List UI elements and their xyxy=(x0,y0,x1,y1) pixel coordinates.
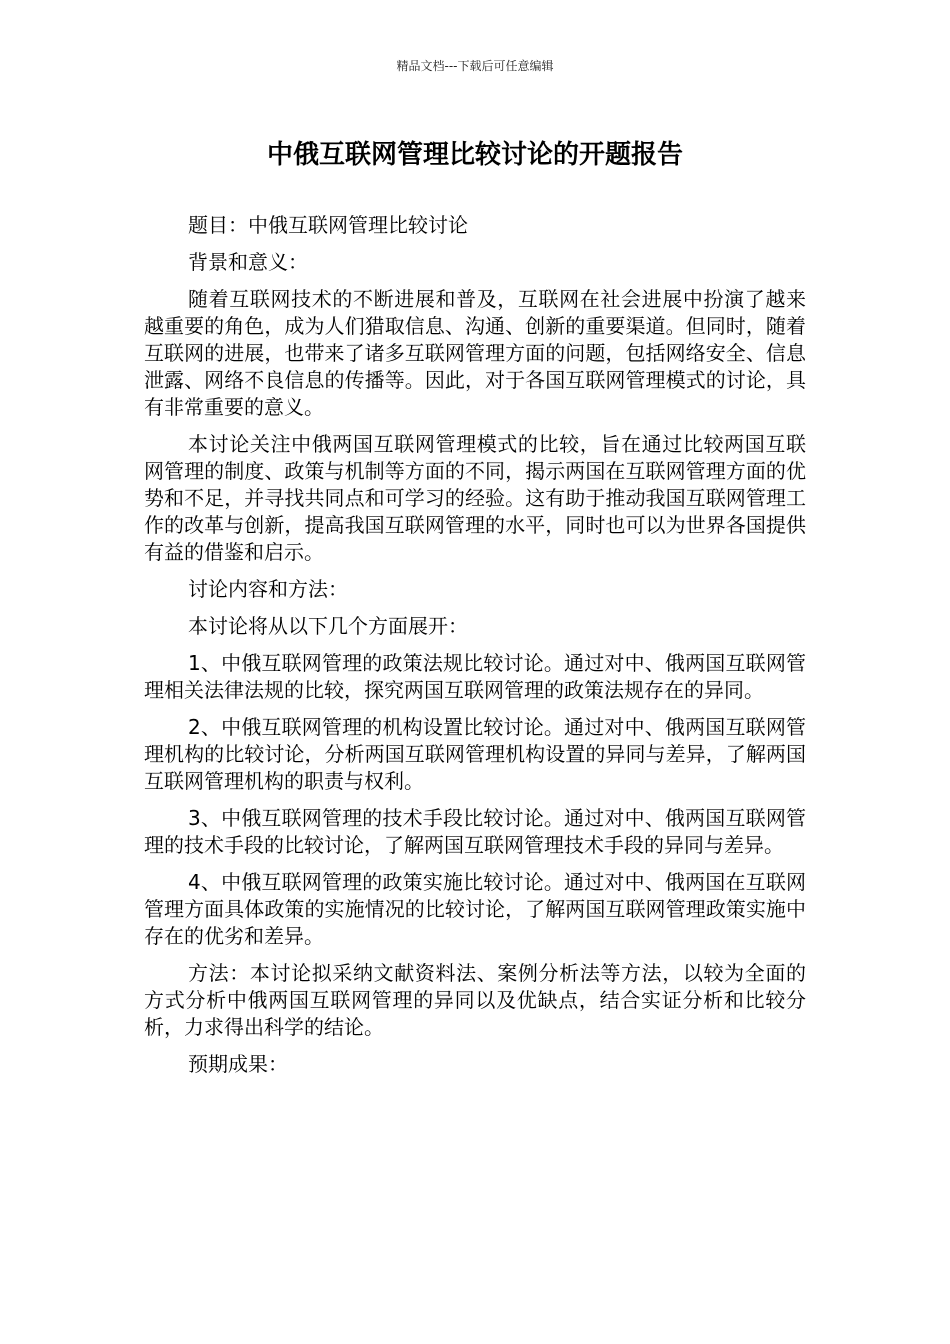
document-title: 中俄互联网管理比较讨论的开题报告 xyxy=(266,140,683,170)
method-paragraph: 方法：本讨论拟采纳文献资料法、案例分析法等方法，以较为全面的方式分析中俄两国互联网管理的异同以及优缺点，结合实证分析和比较分析，力求得出科学的结论。 xyxy=(144,961,806,1039)
list-item-4: 4、中俄互联网管理的政策实施比较讨论。通过对中、俄两国在互联网管理方面具体政策的实施情况的比较讨论，了解两国互联网管理政策实施中存在的优劣和差异。 xyxy=(144,870,806,948)
list-item-1: 1、中俄互联网管理的政策法规比较讨论。通过对中、俄两国互联网管理相关法律法规的比较，探究两国互联网管理的政策法规存在的异同。 xyxy=(144,651,806,702)
list-item-2: 2、中俄互联网管理的机构设置比较讨论。通过对中、俄两国互联网管理机构的比较讨论，分析两国互联网管理机构设置的异同与差异，了解两国互联网管理机构的职责与权利。 xyxy=(144,715,806,793)
body-paragraph: 本讨论关注中俄两国互联网管理模式的比较，旨在通过比较两国互联网管理的制度、政策与机制等方面的不同，揭示两国在互联网管理方面的优势和不足，并寻找共同点和可学习的经验。这有助于推动我国互联网管理工作的改革与创新，提高我国互联网管理的水平，同时也可以为世界各国提供有益的借鉴和启示。 xyxy=(144,432,806,564)
section-heading-expected-results: 预期成果： xyxy=(188,1052,288,1076)
list-item-3: 3、中俄互联网管理的技术手段比较讨论。通过对中、俄两国互联网管理的技术手段的比较讨论，了解两国互联网管理技术手段的异同与差异。 xyxy=(144,806,806,857)
document-body xyxy=(144,212,806,1088)
body-paragraph: 本讨论将从以下几个方面展开： xyxy=(188,614,468,638)
section-heading-content-method: 讨论内容和方法： xyxy=(188,577,348,601)
section-heading-background: 背景和意义： xyxy=(188,250,308,274)
body-paragraph: 随着互联网技术的不断进展和普及，互联网在社会进展中扮演了越来越重要的角色，成为人们猎取信息、沟通、创新的重要渠道。但同时，随着互联网的进展，也带来了诸多互联网管理方面的问题，包括网络安全、信息泄露、网络不良信息的传播等。因此，对于各国互联网管理模式的讨论，具有非常重要的意义。 xyxy=(144,287,806,419)
page-header-note: 精品文档---下载后可任意编辑 xyxy=(396,59,554,73)
topic-line: 题目：中俄互联网管理比较讨论 xyxy=(188,213,468,237)
